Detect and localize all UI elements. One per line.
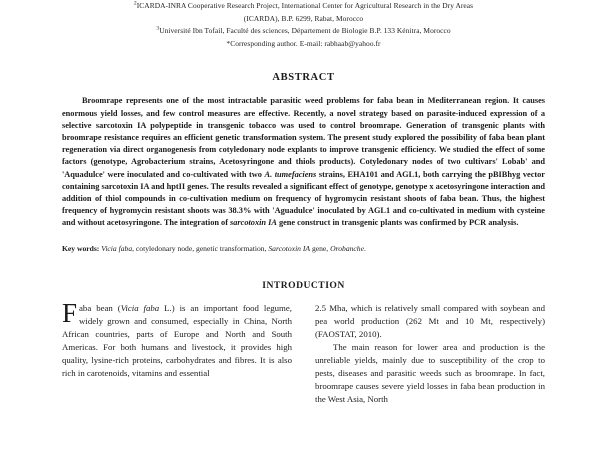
introduction-right-column — [315, 302, 545, 407]
abstract-heading: ABSTRACT — [272, 72, 335, 84]
corresponding-author-line — [62, 38, 545, 51]
corresponding-author-text: *Corresponding author. E-mail: rabhaab@yahoo.fr — [226, 38, 381, 48]
keyword-roman-3: . — [363, 243, 366, 253]
page-content — [62, 0, 545, 406]
introduction-heading: INTRODUCTION — [262, 279, 345, 291]
introduction-left-column — [62, 297, 293, 381]
affiliation-line-1 — [62, 0, 545, 13]
abstract-text-part1: Broomrape represents one of the most intractable parasitic weed problems for faba bean in Mediterranean region. It causes enormous yield losses, and few control measures are effective. Recently, a novel strategy based on parasite-induced expression of a selective sarcotoxin IA polypeptide in transgenic tobacco was used to control broomrape. Generation of transgenic plants with broomrape resistance requires an efficient genetic transformation system. The present study explored the possibility of faba bean plant regeneration via direct organogenesis from cotyledonary node explants to improve transgenic efficiency. We studied the effect of some factors (genotype, Agrobacterium strains, Acetosyringone and thiols products). Cotyledonary nodes of two cultivars' Lobab' and 'Aquadulce' were inoculated and co-cultivated with two — [62, 96, 545, 179]
introduction-right-paragraph-1: 2.5 Mha, which is relatively small compared with soybean and pea world production (262 Mt and 10 Mt, respectively) (FAOSTAT, 2010). — [315, 302, 545, 339]
keywords-line — [62, 243, 545, 254]
introduction-left-paragraph — [62, 297, 293, 381]
affiliation-text-2: (ICARDA), B.P. 6299, Rabat, Morocco — [243, 13, 364, 23]
abstract-text-part2: strains, EHA101 and AGL1, both carrying the pBIBhyg vector containing sarcotoxin IA and hptII genes. The results revealed a significant effect of genotype, genotype x acetosyringone interaction and addition of thiol compounds in co-cultivation medium on frequency of hygromycin resistant shoots of faba bean. Thus, the highest frequency of hygromycin resistant shoots was 38.3% with 'Aguadulce' inoculated by AGL1 and co-cultivated in medium with cysteine and without acetosyringone. The integration of — [62, 169, 545, 228]
abstract-text-part3: gene construct in transgenic plants was confirmed by PCR analysis. — [276, 218, 519, 228]
abstract-paragraph — [62, 95, 545, 229]
intro-italic-vicia-faba: Vicia faba — [120, 302, 160, 313]
abstract-italic-tumefaciens: A. tumefaciens — [264, 169, 317, 179]
keyword-roman-2: gene, — [310, 243, 331, 253]
affiliations-block — [62, 0, 545, 50]
affiliation-marker-1: 2 — [133, 0, 137, 7]
drop-cap-letter: F — [62, 297, 78, 328]
intro-text-rest: L.) is an important food legume, widely grown and consumed, especially in China, North African countries, parts of Europe and North and South Americas. For both humans and livestock, it provides high quality, lysine-rich proteins, carbohydrates and fibres. It is also rich in carotenoids, vitamins and essential — [62, 302, 293, 379]
affiliation-marker-3: 3 — [156, 25, 160, 32]
keyword-italic-vicia-faba: Vicia faba — [101, 243, 133, 253]
abstract-italic-sarcotoxin: sarcotoxin IA — [230, 218, 277, 228]
keywords-label: Key words: — [62, 243, 100, 253]
affiliation-text-1: ICARDA-INRA Cooperative Research Project, International Center for Agricultural Research in the Dry Areas — [136, 1, 474, 10]
affiliation-line-2 — [62, 13, 545, 26]
keyword-italic-orobanche: Orobanche — [330, 243, 364, 253]
introduction-right-paragraph-2: The main reason for lower area and production is the unreliable yields, mainly due to susceptibility of the crop to pests, diseases and parasitic weeds such as broomrape. In fact, broomrape causes severe yield losses in faba bean production in the West Asia, North — [315, 341, 545, 405]
keywords-list — [101, 244, 366, 253]
two-column-body — [62, 297, 545, 407]
affiliation-line-3 — [62, 25, 545, 38]
keyword-roman-1: , cotyledonary node, genetic transformation, — [132, 243, 269, 253]
intro-text-start: aba bean ( — [79, 302, 121, 313]
affiliation-text-3: Université Ibn Tofail, Faculté des sciences, Département de Biologie B.P. 133 Kénitra, Morocco — [159, 26, 451, 36]
keyword-italic-sarcotoxin: Sarcotoxin IA — [268, 243, 311, 253]
